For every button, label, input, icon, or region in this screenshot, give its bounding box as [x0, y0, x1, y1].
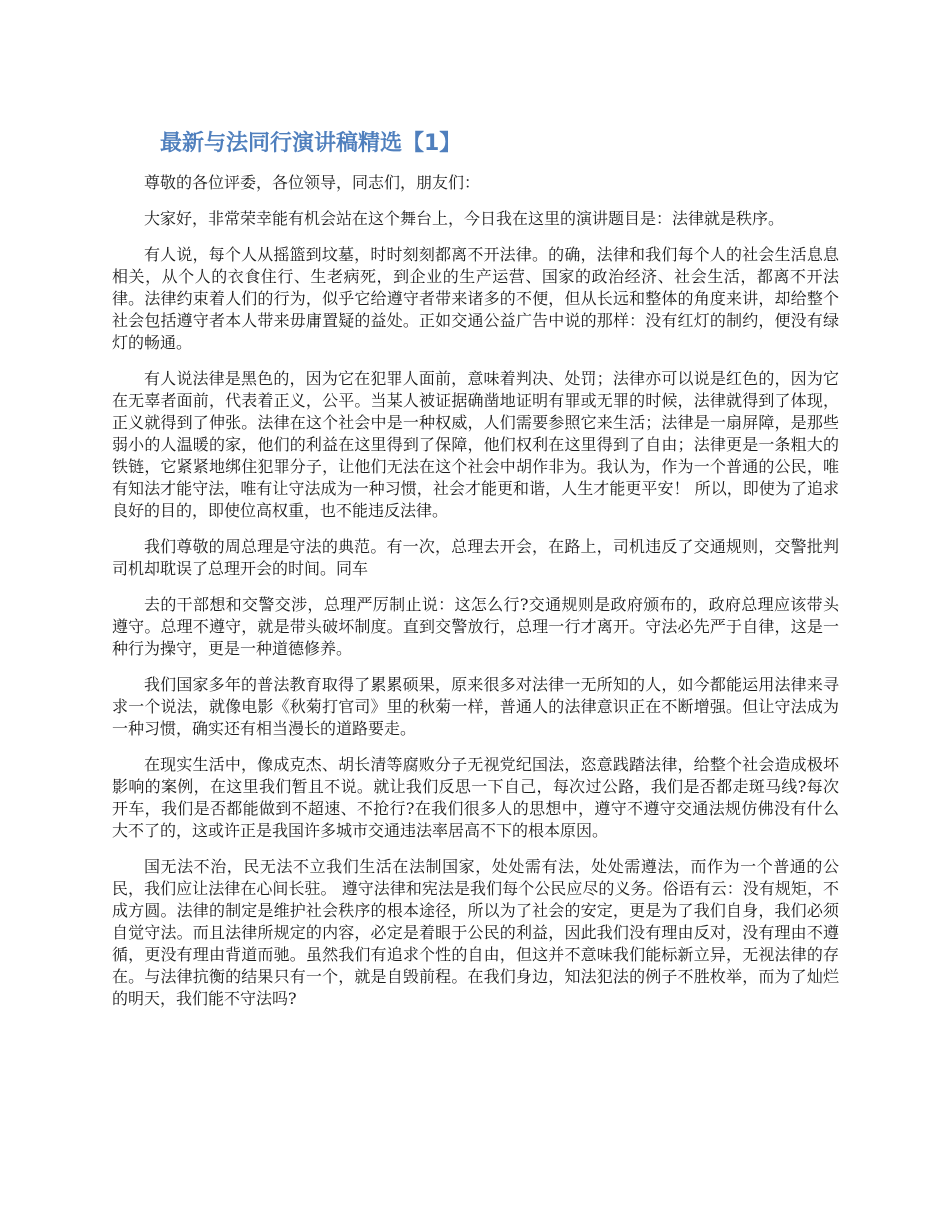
document-title: 最新与法同行演讲稿精选【1】 — [160, 131, 462, 156]
paragraph-8: 在现实生活中，像成克杰、胡长清等腐败分子无视党纪国法，恣意践踏法律，给整个社会造成极坏影响的案例，在这里我们暂且不说。就让我们反思一下自己，每次过公路，我们是否都走斑马线?每次开车，我们是否都能做到不超速、不抢行?在我们很多人的思想中，遵守不遵守交通法规仿佛没有什么大不了的，这或许正是我国许多城市交通违法率居高不下的根本原因。 — [112, 755, 839, 840]
paragraph-7: 我们国家多年的普法教育取得了累累硕果，原来很多对法律一无所知的人，如今都能运用法律来寻求一个说法，就像电影《秋菊打官司》里的秋菊一样，普通人的法律意识正在不断增强。但让守法成为一种习惯，确实还有相当漫长的道路要走。 — [112, 675, 839, 738]
paragraph-9: 国无法不治，民无法不立我们生活在法制国家，处处需有法，处处需遵法，而作为一个普通的公民，我们应让法律在心间长驻。 遵守法律和宪法是我们每个公民应尽的义务。俗语有云：没有规矩，不成方圆。法律的制定是维护社会秩序的根本途径，所以为了社会的安定，更是为了我们自身，我们必须自觉守法。而且法律所规定的内容，必定是着眼于公民的利益，因此我们没有理由反对，没有理由不遵循，更没有理由背道而驰。虽然我们有追求个性的自由，但这并不意味我们能标新立异，无视法律的存在。与法律抗衡的结果只有一个，就是自毁前程。在我们身边，知法犯法的例子不胜枚举，而为了灿烂的明天，我们能不守法吗? — [112, 857, 839, 1008]
paragraph-4: 有人说法律是黑色的，因为它在犯罪人面前，意味着判决、处罚；法律亦可以说是红色的，因为它在无辜者面前，代表着正义，公平。当某人被证据确凿地证明有罪或无罪的时候，法律就得到了体现，正义就得到了伸张。法律在这个社会中是一种权威，人们需要参照它来生活；法律是一扇屏障，是那些弱小的人温暖的家，他们的利益在这里得到了保障，他们权利在这里得到了自由；法律更是一条粗大的铁链，它紧紧地绑住犯罪分子，让他们无法在这个社会中胡作非为。我认为，作为一个普通的公民，唯有知法才能守法，唯有让守法成为一种习惯，社会才能更和谐，人生才能更平安！ 所以，即使为了追求良好的目的，即使位高权重，也不能违反法律。 — [112, 369, 839, 520]
paragraph-6: 去的干部想和交警交涉，总理严厉制止说：这怎么行?交通规则是政府颁布的，政府总理应该带头遵守。总理不遵守，就是带头破坏制度。直到交警放行，总理一行才离开。守法必先严于自律，这是一种行为操守，更是一种道德修养。 — [112, 595, 839, 658]
paragraph-salutation: 尊敬的各位评委，各位领导，同志们，朋友们： — [144, 173, 481, 192]
paragraph-5: 我们尊敬的周总理是守法的典范。有一次，总理去开会，在路上，司机违反了交通规则，交警批判司机却耽误了总理开会的时间。同车 — [112, 537, 839, 578]
paragraph-greeting: 大家好，非常荣幸能有机会站在这个舞台上，今日我在这里的演讲题目是：法律就是秩序。 — [144, 209, 785, 228]
paragraph-3: 有人说，每个人从摇篮到坟墓，时时刻刻都离不开法律。的确，法律和我们每个人的社会生活息息相关，从个人的衣食住行、生老病死，到企业的生产运营、国家的政治经济、社会生活，都离不开法律。法律约束着人们的行为，似乎它给遵守者带来诸多的不便，但从长远和整体的角度来讲，却给整个社会包括遵守者本人带来毋庸置疑的益处。正如交通公益广告中说的那样：没有红灯的制约，便没有绿灯的畅通。 — [112, 245, 839, 352]
document-body — [112, 172, 839, 1024]
